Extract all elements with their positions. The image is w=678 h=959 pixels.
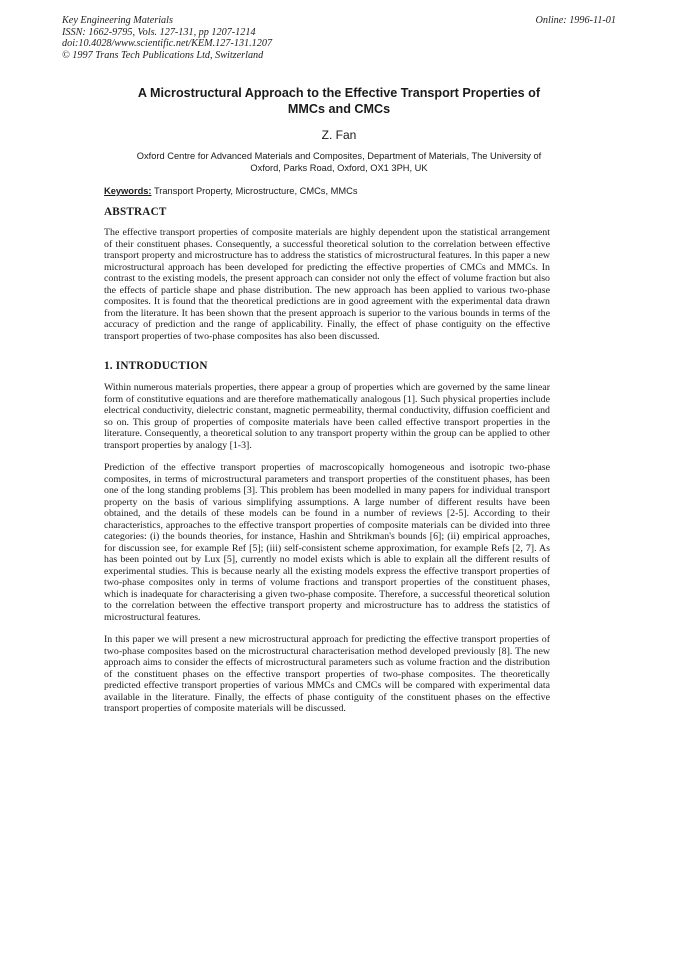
keywords (104, 186, 357, 196)
doi-line: doi:10.4028/www.scientific.net/KEM.127-131.1207 (62, 38, 273, 50)
intro-paragraph-2: Prediction of the effective transport properties of macroscopically homogeneous and isotropic two-phase composites, in terms of microstructural parameters and transport properties of the constituent phases, has been one of the long standing problems [3]. This problem has been modelled in many papers for individual transport property on the basis of various simplifying assumptions. A large number of different results have been obtained, and the details of these models can be found in a number of reviews [2-5]. According to their characteristics, approaches to the effective transport properties of composite materials can be divided into three categories: (i) the bounds theories, for instance, Hashin and Shtrikman's bounds [6]; (ii) empirical approaches, for discussion see, for example Ref [5]; (iii) self-consistent scheme approximation, for example Refs [2, 7]. As has been pointed out by Lux [5], currently no model exists which is able to explain all the different results of experimental studies. This is because nearly all the existing models express the effective transport properties of two-phase composites only in terms of volume fractions and transport properties of the constituent phases, which is inadequate for characterising a given two-phase composite. Therefore, a successful theoretical solution to the correlation between the effective transport property and microstructure has to address the statistics of microstructural features. (104, 462, 550, 623)
online-date: Online: 1996-11-01 (535, 15, 616, 26)
intro-paragraph-1: Within numerous materials properties, there appear a group of properties which are governed by the same linear form of constitutive equations and are therefore mathematically analogous [1]. Such physical properties include electrical conductivity, dielectric constant, magnetic permeability, thermal conductivity, diffusion coefficient and so on. This group of properties of composite materials have been called effective transport properties in the literature. Consequently, a theoretical solution to any transport property within the group can be applied to other transport properties by analogy [1-3]. (104, 382, 550, 451)
paper-title (100, 86, 578, 117)
copyright-line: © 1997 Trans Tech Publications Ltd, Switzerland (62, 49, 264, 61)
intro-paragraph-3: In this paper we will present a new microstructural approach for predicting the effective transport properties of two-phase composites based on the microstructural characterisation method developed previously [8]. The new approach aims to consider the effects of microstructural parameters such as volume fraction and the distribution of the constituent phases on the effective transport properties of two-phase composites. The theoretically predicted effective transport properties of various MMCs and CMCs will be compared with experimental data available in the literature. Finally, the effects of phase contiguity of the constituent phases on the effective transport properties of composite materials will be discussed. (104, 634, 550, 714)
publication-info (62, 15, 272, 61)
title-line-1: A Microstructural Approach to the Effective Transport Properties of (137, 86, 541, 100)
journal-name: Key Engineering Materials (62, 15, 173, 26)
keywords-label: Keywords: (104, 186, 152, 196)
affiliation-line-1: Oxford Centre for Advanced Materials and Composites, Department of Materials, The University of (136, 151, 542, 161)
author-name: Z. Fan (321, 128, 357, 142)
keywords-text: Transport Property, Microstructure, CMCs, MMCs (151, 186, 358, 196)
affiliation-line-2: Oxford, Parks Road, Oxford, OX1 3PH, UK (250, 163, 428, 173)
affiliation (100, 150, 578, 174)
title-line-2: MMCs and CMCs (287, 101, 391, 116)
issn-line: ISSN: 1662-9795, Vols. 127-131, pp 1207-1214 (62, 26, 256, 38)
abstract-text: The effective transport properties of composite materials are highly dependent upon the statistical arrangement of their constituent phases. Consequently, a successful theoretical solution to the correlation between effective transport property and microstructure has to address the statistics of microstructural features. In this paper a new microstructural approach has been developed for predicting the effective properties of CMCs and MMCs. In contrast to the existing models, the present approach can consider not only the effect of volume fraction but also the effects of particle shape and phase distribution. The new approach has been applied to various two-phase composites. It is found that the theoretical predictions are in good agreement with the experimental data drawn from the literature. It has been shown that the present approach is superior to the various bounds in terms of the accuracy of prediction and the range of applicability. Finally, the effect of phase contiguity on the effective transport properties of two-phase composites has also been discussed. (104, 227, 550, 342)
abstract-heading: ABSTRACT (104, 206, 167, 218)
introduction-heading: 1. INTRODUCTION (104, 360, 208, 372)
